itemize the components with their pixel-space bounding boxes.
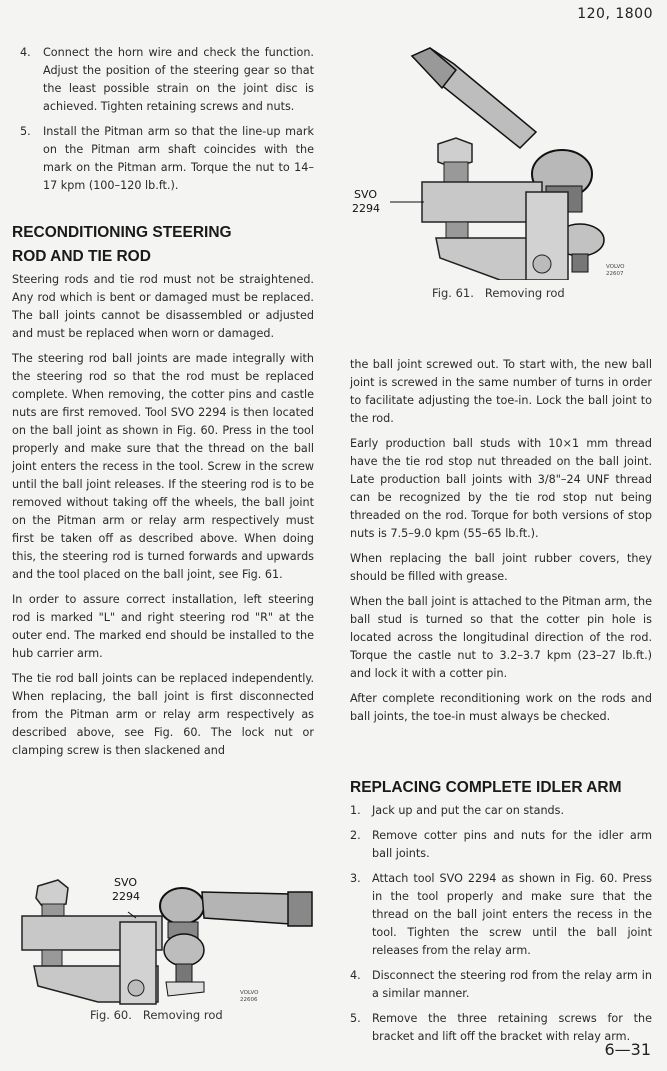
section-heading-reconditioning: RECONDITIONING STEERING ROD AND TIE ROD — [12, 224, 232, 265]
lower-thread — [42, 950, 62, 966]
figure-60 — [8, 866, 328, 1006]
page-number: 6—31 — [604, 1040, 651, 1059]
step-number: 1. — [350, 804, 361, 817]
paragraph: After complete reconditioning work on the rods and ball joints, the toe-in must always be checked. — [350, 692, 652, 723]
left-column — [12, 44, 314, 767]
ball-stud-thread — [572, 254, 588, 272]
section-heading-idler-arm: REPLACING COMPLETE IDLER ARM — [350, 779, 622, 796]
step-number: 5. — [20, 125, 31, 138]
step-number: 4. — [20, 46, 31, 59]
right-column — [350, 356, 652, 1053]
step-item — [350, 802, 652, 820]
ball-joint-socket — [160, 888, 204, 924]
fig61-volvo-stamp — [604, 260, 644, 280]
steering-rod — [202, 892, 290, 924]
fig60-code: 22606 — [240, 997, 258, 1003]
step-number: 2. — [350, 829, 361, 842]
fig60-tool-label-number: 2294 — [112, 890, 140, 903]
step-text: Remove cotter pins and nuts for the idler arm ball joints. — [372, 829, 652, 860]
screw-thread — [444, 162, 468, 182]
step-number: 3. — [350, 872, 361, 885]
ball-stud-thread — [176, 964, 192, 982]
paragraph: In order to assure correct installation, left steering rod is marked "L" and right steering rod "R" at the outer end. The marked end should be installed to the hub carrier arm. — [12, 593, 314, 660]
ball-joint-rubber-cover — [164, 934, 204, 966]
fig61-illustration — [350, 40, 650, 280]
fig60-caption: Fig. 60. Removing rod — [90, 1008, 223, 1022]
fig60-illustration — [8, 866, 328, 1006]
paragraph: The tie rod ball joints can be replaced independently. When replacing, the ball joint is first disconnected from the Pitman arm or relay arm respectively as described above, see Fig. 60. The lock nut or clamping screw is then slackened and — [12, 672, 314, 757]
paragraph: When the ball joint is attached to the Pitman arm, the ball stud is turned so that the cotter pin hole is located across the longitudinal direction of the rod. Torque the castle nut to 3.2–3.7 kpm (23–27 lb.ft.) and lock it with a cotter pin. — [350, 595, 652, 680]
step-item — [350, 827, 652, 863]
fig61-caption: Fig. 61. Removing rod — [432, 286, 565, 300]
paragraph: Steering rods and tie rod must not be straightened. Any rod which is bent or damaged must be replaced. The ball joints cannot be disassembled or adjusted and must be replaced when worn or damaged. — [12, 273, 314, 340]
figure-61 — [350, 40, 650, 280]
step-number: 4. — [350, 969, 361, 982]
tool-upper-bar — [422, 182, 542, 222]
fig61-volvo-mark: VOLVO — [606, 264, 625, 270]
fig60-volvo-mark: VOLVO — [240, 990, 259, 996]
rod-end-sleeve — [288, 892, 312, 926]
paragraph: When replacing the ball joint rubber covers, they should be filled with grease. — [350, 552, 652, 583]
step-number: 5. — [350, 1012, 361, 1025]
fig61-tool-label-svo: SVO — [354, 188, 377, 201]
step-text: Attach tool SVO 2294 as shown in Fig. 60. Press in the tool properly and make sure that the thread on the ball joint enters the recess in the tool. Tighten the screw until the ball joint releases from the relay arm. — [372, 872, 652, 957]
step-text: Connect the horn wire and check the function. Adjust the position of the steering gear so that the least possible strain on the joint disc is achieved. Tighten retaining screws and nuts. — [43, 46, 314, 113]
fig61-code: 22607 — [606, 271, 624, 277]
step-item — [350, 967, 652, 1003]
screw-thread — [42, 904, 64, 916]
fig61-tool-label-number: 2294 — [352, 202, 380, 215]
step-item — [12, 44, 314, 116]
fig60-tool-label-svo: SVO — [114, 876, 137, 889]
pivot-pin-icon — [128, 980, 144, 996]
step-text: Install the Pitman arm so that the line-up mark on the Pitman arm shaft coincides with the mark on the Pitman arm. Torque the nut to 14–17 kpm (100–120 lb.ft.). — [43, 125, 314, 192]
step-text: Jack up and put the car on stands. — [372, 804, 565, 817]
paragraph: Early production ball studs with 10×1 mm thread have the tie rod stop nut threaded on the ball joint. Late production ball joints with 3/8"–24 UNF thread can be recognized by the tie rod stop nut being threaded on the rod. Torque for both versions of stop nuts is 7.5–9.0 kpm (55–65 lb.ft.). — [350, 437, 652, 540]
paragraph: the ball joint screwed out. To start with, the new ball joint is screwed in the same number of turns in order to facilitate adjusting the toe-in. Lock the ball joint to the rod. — [350, 358, 652, 425]
step-item — [12, 123, 314, 195]
step-text: Disconnect the steering rod from the relay arm in a similar manner. — [372, 969, 652, 1000]
recess-seat — [166, 982, 204, 996]
paragraph: The steering rod ball joints are made integrally with the steering rod so that the rod must be replaced complete. When removing, the cotter pins and castle nuts are first removed. Tool SVO 2294 is then located on the ball joint as shown in Fig. 60. Press in the tool properly and make sure that the thread on the ball joint enters the recess in the tool. Screw in the screw until the ball joint releases. If the steering rod is to be removed without taking off the wheels, the ball joint on the Pitman arm or relay arm respectively must first be taken off as described above. When doing this, the steering rod is turned forwards and upwards and the tool placed on the ball joint, see Fig. 61. — [12, 352, 314, 581]
step-text: Remove the three retaining screws for the bracket and lift off the bracket with relay arm. — [372, 1012, 652, 1043]
step-item — [350, 870, 652, 960]
lower-thread — [446, 222, 468, 238]
page-header-model: 120, 1800 — [577, 6, 653, 22]
hex-nut-icon — [36, 880, 68, 906]
pivot-pin-icon — [533, 255, 551, 273]
